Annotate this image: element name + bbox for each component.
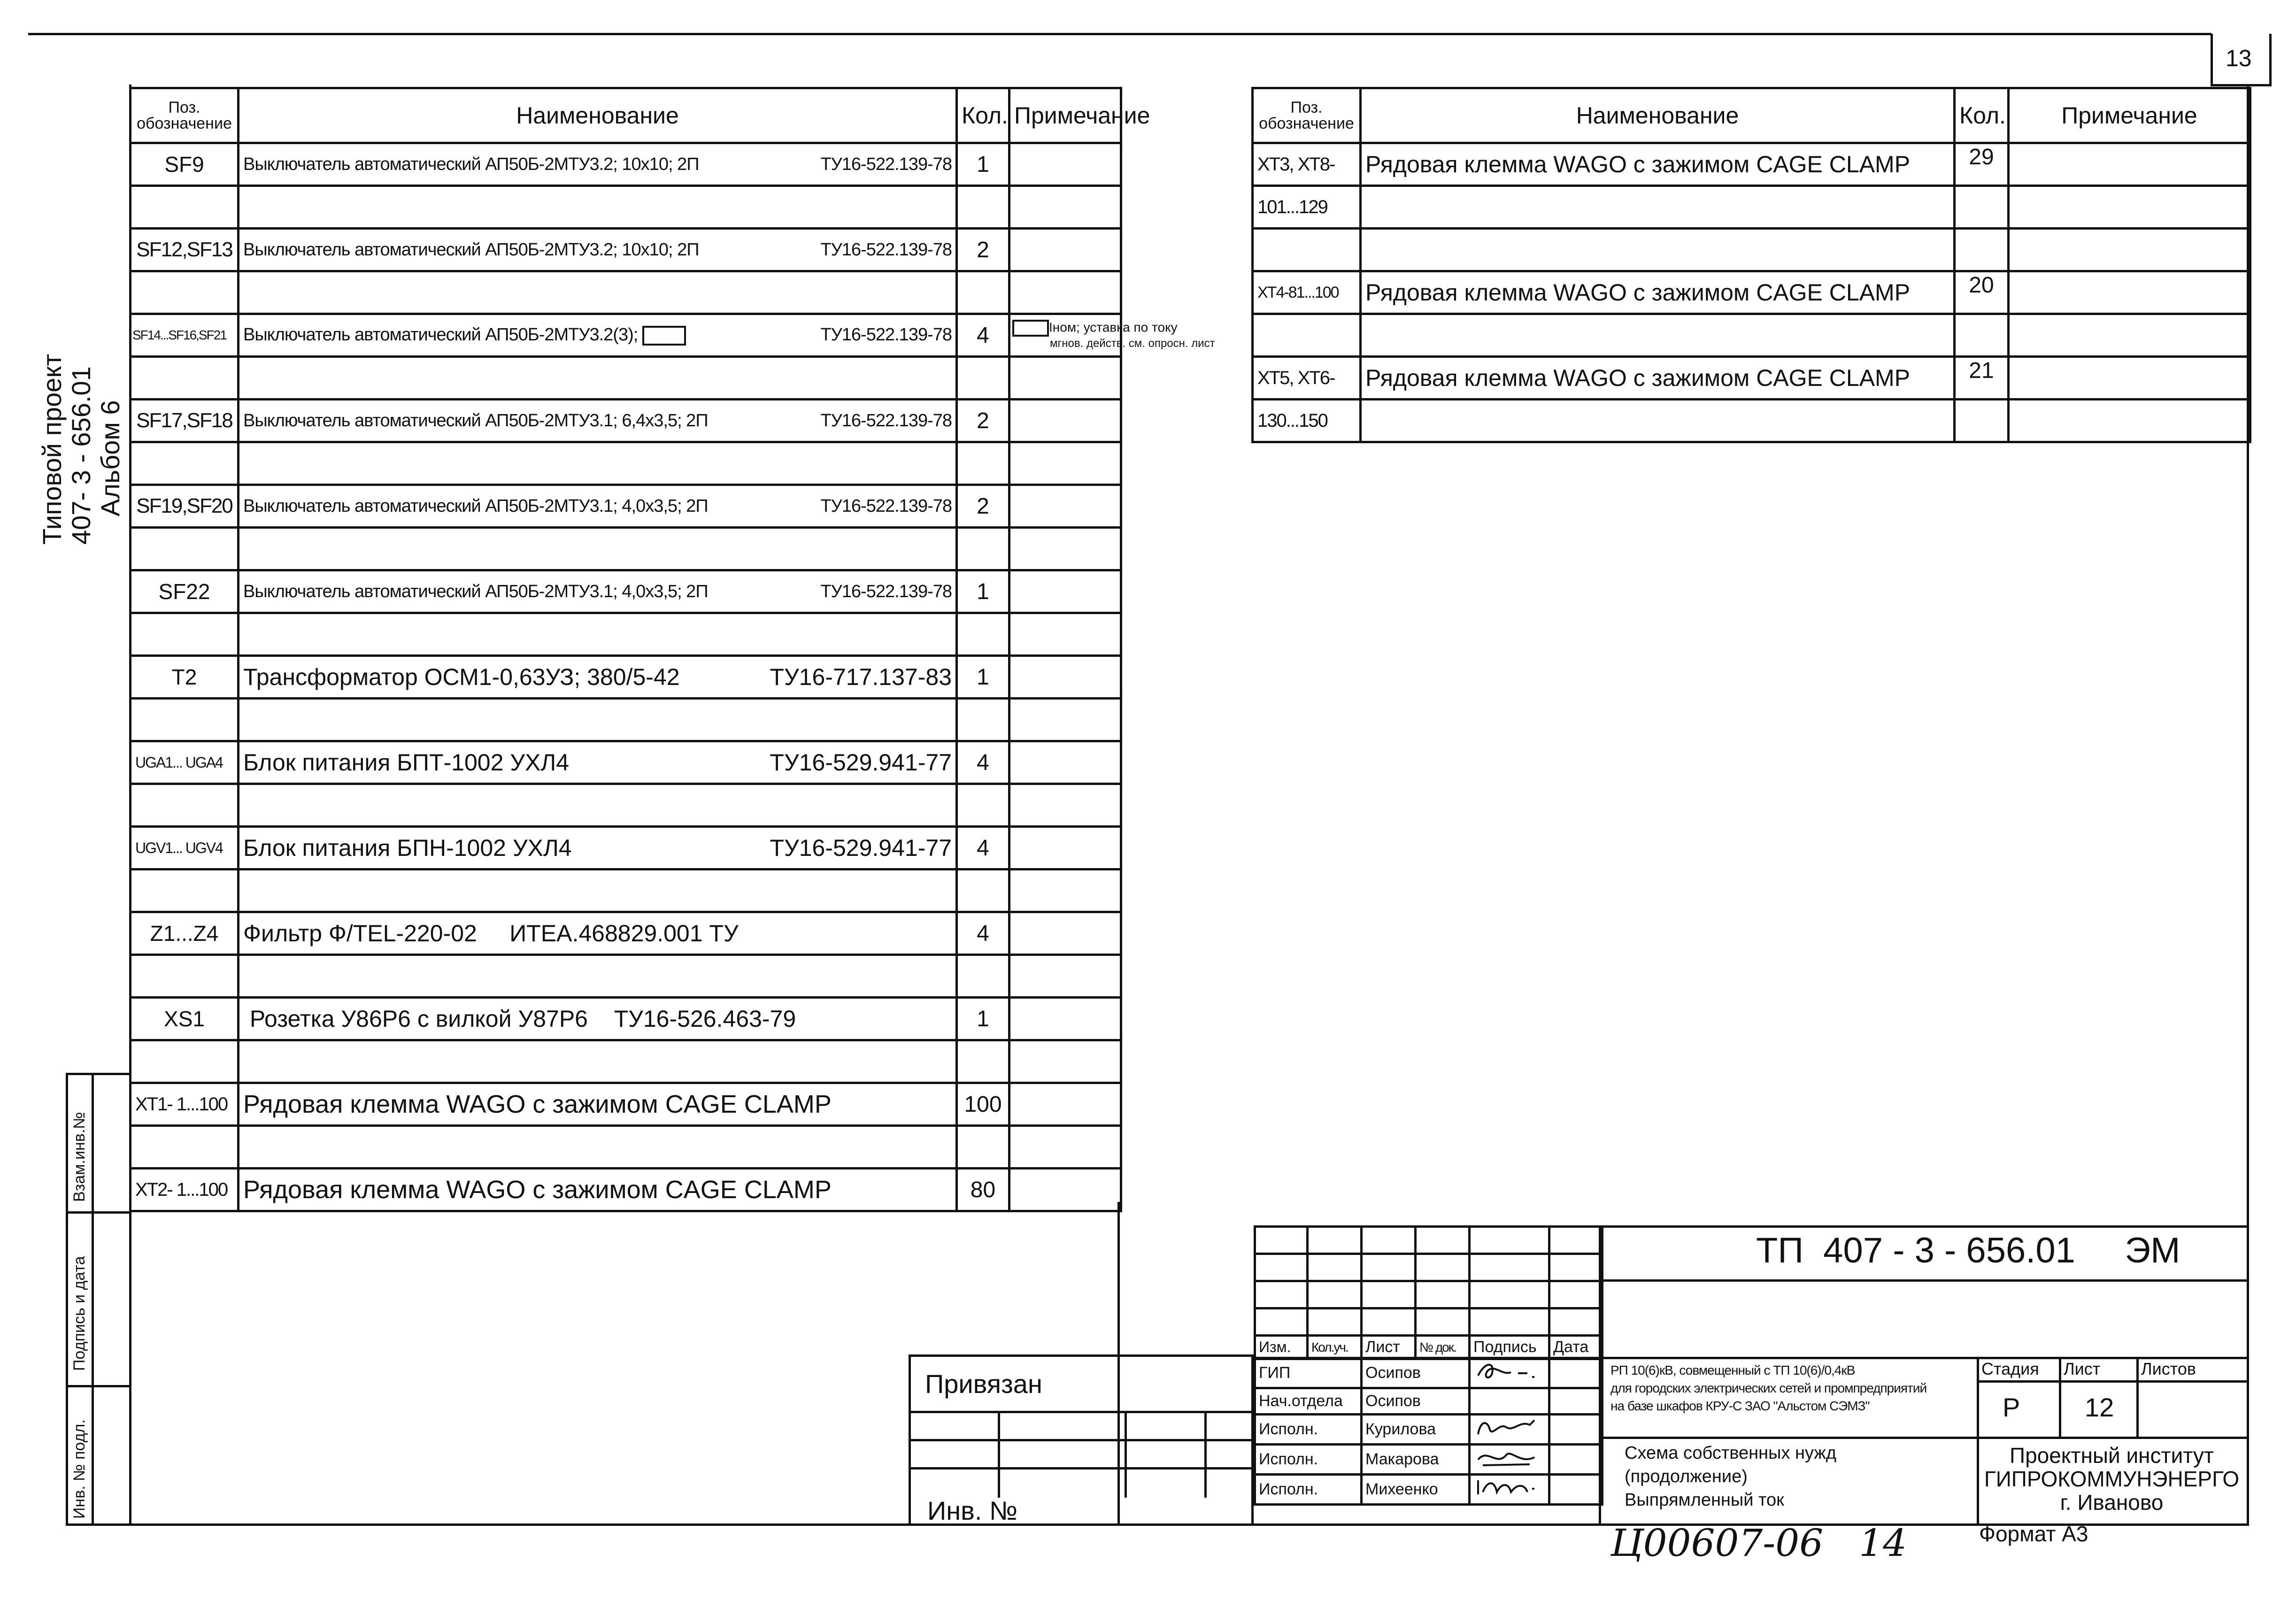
project-description xyxy=(1610,1362,1926,1415)
table-row xyxy=(131,998,1121,1040)
inv-label: Инв. № xyxy=(927,1496,1018,1525)
header-pos: Поз. обозначение xyxy=(1253,88,1361,143)
row-tu: ТУ16-529.941-77 xyxy=(770,835,952,861)
row-pos: SF22 xyxy=(131,570,239,613)
table-row xyxy=(131,912,1121,955)
sheets-label: Листов xyxy=(2141,1359,2196,1378)
stamp-inv: Инв. № подл. xyxy=(70,1419,88,1519)
people-row xyxy=(1255,1475,1603,1505)
row-pos: SF14...SF16,SF21 xyxy=(131,314,239,357)
row-pos: XT1- 1...100 xyxy=(131,1083,239,1126)
org-line2: ГИПРОКОММУНЭНЕРГО xyxy=(1984,1467,2240,1491)
header-name: Наименование xyxy=(239,88,957,143)
side-label xyxy=(38,354,125,545)
sheet-label: Лист xyxy=(2064,1359,2101,1378)
person-role: Исполн. xyxy=(1255,1475,1362,1505)
col-izm: Изм. xyxy=(1255,1336,1308,1359)
stage-label: Стадия xyxy=(1981,1359,2039,1378)
table-row xyxy=(1253,143,2250,186)
table-row xyxy=(131,400,1121,442)
project-desc-line1: РП 10(6)кВ, совмещенный с ТП 10(6)/0,4кВ xyxy=(1610,1363,1855,1377)
row-qty: 4 xyxy=(957,912,1009,955)
row-qty: 21 xyxy=(1955,357,2009,400)
header-note: Примечание xyxy=(1009,88,1121,143)
row-note xyxy=(1009,314,1215,357)
person-name: Осипов xyxy=(1362,1358,1470,1388)
row-pos: SF19,SF20 xyxy=(131,485,239,528)
people-row xyxy=(1255,1445,1603,1475)
project-desc-line2: для городских электрических сетей и промпредприятий xyxy=(1610,1381,1927,1395)
organization xyxy=(1977,1444,2247,1514)
drawing-title-line2: (продолжение) xyxy=(1625,1467,1748,1486)
side-label-line3: Альбом 6 xyxy=(95,400,125,516)
row-name: Выключатель автоматический АП50Б-2МТУ3.2(3); ТУ16-522.139-78 xyxy=(239,314,957,357)
side-label-line1: Типовой проект xyxy=(37,354,67,545)
person-name: Макарова xyxy=(1362,1445,1470,1475)
col-data: Дата xyxy=(1549,1336,1603,1359)
row-pos: UGA1... UGA4 xyxy=(131,741,239,784)
row-tu: ТУ16-522.139-78 xyxy=(820,410,952,431)
row-name: Рядовая клемма WAGO с зажимом CAGE CLAMP xyxy=(1361,271,1955,314)
stamp-vzam: Взам.инв.№ xyxy=(70,1112,88,1202)
org-line3: г. Иваново xyxy=(2060,1490,2164,1515)
row-qty: 2 xyxy=(957,485,1009,528)
row-pos: SF9 xyxy=(131,143,239,186)
row-tu: ТУ16-717.137-83 xyxy=(770,664,952,690)
row-name: Рядовая клемма WAGO с зажимом CAGE CLAMP xyxy=(1361,357,1955,400)
row-pos: XT3, XT8- xyxy=(1253,143,1361,186)
row-name: Выключатель автоматический АП50Б-2МТУ3.2; 10х10; 2П ТУ16-522.139-78 xyxy=(239,143,957,186)
row-qty: 100 xyxy=(957,1083,1009,1126)
row-tu: ТУ16-529.941-77 xyxy=(770,749,952,776)
person-role: ГИП xyxy=(1255,1358,1362,1388)
person-role: Исполн. xyxy=(1255,1445,1362,1475)
right-spec-table xyxy=(1251,87,2251,443)
row-name: Блок питания БПТ-1002 УХЛ4 ТУ16-529.941-77 xyxy=(239,741,957,784)
drawing-title-line1: Схема собственных нужд xyxy=(1625,1443,1837,1463)
row-tu: ТУ16-522.139-78 xyxy=(820,239,952,260)
signature xyxy=(1470,1445,1549,1475)
row-name: Рядовая клемма WAGO с зажимом CAGE CLAMP xyxy=(239,1083,957,1126)
table-row xyxy=(131,827,1121,869)
row-tu: ТУ16-522.139-78 xyxy=(820,496,952,516)
table-row xyxy=(131,143,1121,186)
note-box xyxy=(1012,320,1049,337)
row-note-line2: мгнов. действ. см. опросн. лист xyxy=(1050,337,1215,350)
row-qty: 2 xyxy=(957,400,1009,442)
org-line1: Проектный институт xyxy=(2010,1443,2214,1468)
row-qty: 1 xyxy=(957,570,1009,613)
sheet-value: 12 xyxy=(2085,1393,2114,1422)
table-row xyxy=(1253,271,2250,314)
col-ndok: № док. xyxy=(1416,1336,1470,1359)
row-qty: 80 xyxy=(957,1169,1009,1211)
header-name: Наименование xyxy=(1361,88,1955,143)
sheet-number: 13 xyxy=(2226,45,2252,71)
person-role: Нач.отдела xyxy=(1255,1388,1362,1415)
table-row xyxy=(131,229,1121,271)
row-tu: ТУ16-522.139-78 xyxy=(820,154,952,174)
person-name: Михеенко xyxy=(1362,1475,1470,1505)
row-qty: 1 xyxy=(957,143,1009,186)
row-pos: XT4-81...100 xyxy=(1253,271,1361,314)
stage-value: Р xyxy=(2003,1393,2020,1422)
row-name: Трансформатор ОСМ1-0,63УЗ; 380/5-42 ТУ16-717.137-83 xyxy=(239,656,957,699)
table-row xyxy=(131,570,1121,613)
table-row xyxy=(131,314,1121,357)
revision-table xyxy=(1254,1225,1603,1360)
row-qty: 20 xyxy=(1955,271,2009,314)
row-pos: XS1 xyxy=(131,998,239,1040)
project-desc-line3: на базе шкафов КРУ-С ЗАО "Альстом СЭМЗ" xyxy=(1610,1399,1870,1413)
row-name: Розетка У86Р6 с вилкой У87Р6 ТУ16-526.463-79 xyxy=(239,998,957,1040)
empty-value-box xyxy=(642,326,686,346)
privyazan-label: Привязан xyxy=(925,1369,1042,1399)
row-name: Выключатель автоматический АП50Б-2МТУ3.2; 10х10; 2П ТУ16-522.139-78 xyxy=(239,229,957,271)
row-name: Блок питания БПН-1002 УХЛ4 ТУ16-529.941-77 xyxy=(239,827,957,869)
row-pos: SF17,SF18 xyxy=(131,400,239,442)
row-qty: 2 xyxy=(957,229,1009,271)
signature xyxy=(1470,1358,1549,1388)
signature xyxy=(1470,1475,1549,1505)
row-pos: UGV1... UGV4 xyxy=(131,827,239,869)
row-note-line1: Iном; уставка по току xyxy=(1049,320,1178,335)
stamp-podpis: Подпись и дата xyxy=(70,1256,88,1371)
row-qty: 4 xyxy=(957,827,1009,869)
row-qty: 29 xyxy=(1955,143,2009,186)
row-name: Фильтр Ф/TEL-220-02 ИТЕА.468829.001 ТУ xyxy=(239,912,957,955)
table-row xyxy=(131,741,1121,784)
format-label: Формат А3 xyxy=(1979,1522,2088,1546)
row-qty: 4 xyxy=(957,314,1009,357)
person-role: Исполн. xyxy=(1255,1415,1362,1445)
row-qty: 1 xyxy=(957,998,1009,1040)
row-qty: 1 xyxy=(957,656,1009,699)
drawing-title xyxy=(1625,1441,1836,1512)
person-name: Курилова xyxy=(1362,1415,1470,1445)
row-pos-cont: 101...129 xyxy=(1253,186,1361,229)
handwritten-number: Ц00607-06 14 xyxy=(1610,1521,1907,1565)
row-name: Выключатель автоматический АП50Б-2МТУ3.1; 4,0х3,5; 2П ТУ16-522.139-78 xyxy=(239,485,957,528)
row-pos-cont: 130...150 xyxy=(1253,400,1361,442)
left-spec-table xyxy=(129,87,1215,1212)
row-tu: ТУ16-522.139-78 xyxy=(820,325,952,345)
row-tu: ТУ16-526.463-79 xyxy=(614,1006,796,1032)
table-row xyxy=(131,1083,1121,1126)
row-pos: SF12,SF13 xyxy=(131,229,239,271)
row-tu: ИТЕА.468829.001 ТУ xyxy=(509,920,739,946)
row-pos: XT5, XT6- xyxy=(1253,357,1361,400)
people-row xyxy=(1255,1415,1603,1445)
header-qty: Кол. xyxy=(957,88,1009,143)
col-podpis: Подпись xyxy=(1470,1336,1549,1359)
people-row xyxy=(1255,1358,1603,1388)
row-name: Рядовая клемма WAGO с зажимом CAGE CLAMP xyxy=(239,1169,957,1211)
table-row xyxy=(131,656,1121,699)
row-qty: 4 xyxy=(957,741,1009,784)
row-pos: XT2- 1...100 xyxy=(131,1169,239,1211)
row-pos: Z1...Z4 xyxy=(131,912,239,955)
row-name: Выключатель автоматический АП50Б-2МТУ3.1; 4,0х3,5; 2П ТУ16-522.139-78 xyxy=(239,570,957,613)
table-row xyxy=(131,485,1121,528)
row-name: Выключатель автоматический АП50Б-2МТУ3.1; 6,4х3,5; 2П ТУ16-522.139-78 xyxy=(239,400,957,442)
row-name: Рядовая клемма WAGO с зажимом CAGE CLAMP xyxy=(1361,143,1955,186)
table-row xyxy=(131,1169,1121,1211)
people-row xyxy=(1255,1388,1603,1415)
header-qty: Кол. xyxy=(1955,88,2009,143)
person-name: Осипов xyxy=(1362,1388,1470,1415)
drawing-title-line3: Выпрямленный ток xyxy=(1625,1490,1784,1510)
side-label-line2: 407- 3 - 656.01 xyxy=(66,366,96,545)
row-tu: ТУ16-522.139-78 xyxy=(820,581,952,601)
col-koluch: Кол.уч. xyxy=(1308,1336,1362,1359)
col-list: Лист xyxy=(1362,1336,1416,1359)
header-note: Примечание xyxy=(2009,88,2250,143)
table-row xyxy=(1253,357,2250,400)
people-table xyxy=(1254,1357,1603,1506)
top-rule xyxy=(28,33,2211,35)
header-pos: Поз. обозначение xyxy=(131,88,239,143)
signature xyxy=(1470,1415,1549,1445)
row-pos: T2 xyxy=(131,656,239,699)
doc-code: ТП 407 - 3 - 656.01 ЭМ xyxy=(1756,1231,2180,1270)
